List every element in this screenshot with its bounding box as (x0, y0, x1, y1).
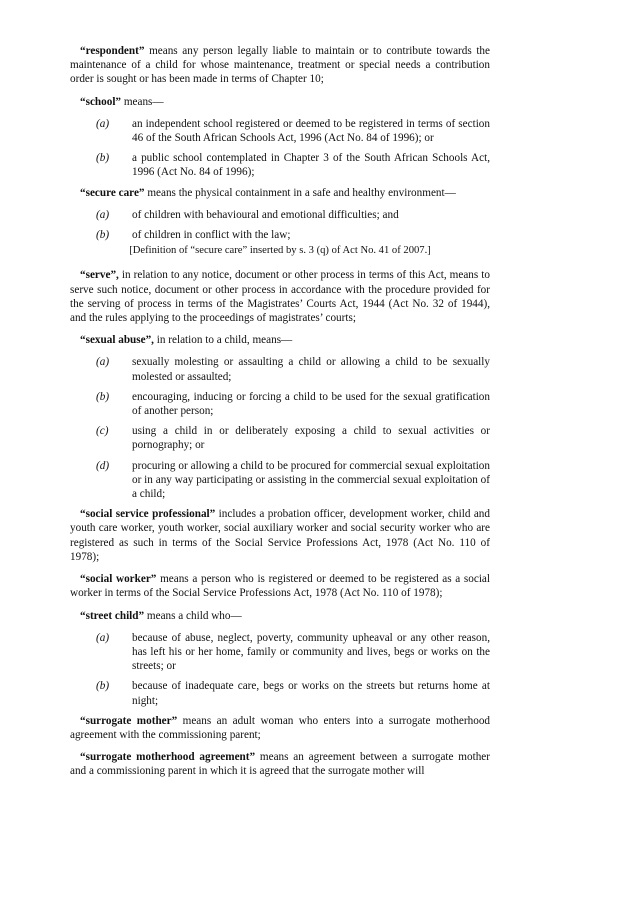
definition-street-child (70, 609, 490, 623)
item-label: (b) (96, 229, 110, 242)
item-label: (a) (96, 208, 110, 221)
definition-text: means the physical containment in a safe and healthy environment— (144, 186, 456, 199)
term: “surrogate motherhood agreement” (80, 751, 256, 764)
list-item (70, 679, 490, 707)
list-item (70, 208, 490, 222)
term: “sexual abuse”, (80, 334, 154, 347)
item-label: (b) (96, 680, 110, 693)
item-text: of children with behavioural and emotional difficulties; and (132, 208, 399, 221)
term: “serve”, (80, 269, 119, 282)
term: “social service professional” (80, 508, 216, 521)
item-label: (b) (96, 152, 110, 165)
definition-text: means an agreement between a surrogate mother and a commissioning parent in which it is agreed that the surrogate mother will (70, 751, 490, 778)
term: “secure care” (80, 186, 145, 199)
definition-text: means an adult woman who enters into a surrogate motherhood agreement with the commissioning parent; (70, 714, 491, 741)
definition-respondent (70, 44, 490, 87)
definition-secure-care (70, 186, 490, 200)
list-item (70, 631, 490, 674)
definition-school (70, 95, 490, 109)
list-item (70, 424, 490, 452)
list-item (70, 355, 490, 383)
definition-text: in relation to a child, means— (153, 334, 293, 347)
item-text: sexually molesting or assaulting a child or allowing a child to be sexually molested or assaulted; (132, 356, 490, 383)
definition-serve (70, 268, 490, 325)
document-page (70, 44, 490, 787)
term: “school” (80, 95, 122, 108)
item-label: (a) (96, 356, 110, 369)
definition-text: means— (121, 95, 164, 108)
term: “surrogate mother” (80, 714, 178, 727)
definition-text: means a child who— (144, 609, 242, 622)
item-text: of children in conflict with the law; (132, 229, 291, 242)
item-label: (b) (96, 390, 110, 403)
definition-surrogate-motherhood-agreement (70, 750, 490, 778)
term: “social worker” (80, 573, 157, 586)
definition-surrogate-mother (70, 714, 490, 742)
item-text: a public school contemplated in Chapter 3 of the South African Schools Act, 1996 (Act No. 84 of 1996); (132, 152, 490, 179)
item-text: encouraging, inducing or forcing a child to be used for the sexual gratification of another person; (132, 390, 490, 418)
amendment-note: [Definition of “secure care” inserted by s. 3 (q) of Act No. 41 of 2007.] (129, 245, 431, 257)
definition-text: in relation to any notice, document or other process in terms of this Act, means to serve such notice, document or other process in accordance with the procedure provided for the serving of process in terms of the Magistrates’ Courts Act, 1944 (Act No. 32 of 1944), and the rules applying to the proceedings of magistrates’ courts; (70, 269, 490, 325)
item-text: because of inadequate care, begs or works on the streets but returns home at night; (132, 680, 490, 707)
list-item (70, 117, 490, 145)
item-text: because of abuse, neglect, poverty, community upheaval or any other reason, has left his or her home, family or community and lives, begs or works on the streets; or (132, 631, 490, 673)
definition-text: includes a probation officer, development worker, child and youth care worker, youth worker, social auxiliary worker and social security worker who are registered as such in terms of the Social Service Professions Act, 1978 (Act No. 110 of 1978); (70, 508, 490, 563)
list-item (70, 459, 490, 502)
definition-sexual-abuse (70, 333, 490, 347)
definition-text: means any person legally liable to maintain or to contribute towards the maintenance of a child for whose maintenance, treatment or special needs a contribution order is sought or has been made in terms of Chapter 10; (70, 45, 490, 86)
item-label: (a) (96, 117, 110, 130)
term: “street child” (80, 609, 145, 622)
term: “respondent” (80, 45, 145, 57)
list-item (70, 228, 490, 242)
item-text: procuring or allowing a child to be procured for commercial sexual exploitation or in any way participating or assisting in the commercial sexual exploitation of a child; (132, 459, 490, 501)
item-text: an independent school registered or deemed to be registered in terms of section 46 of the South African Schools Act, 1996 (Act No. 84 of 1996); or (132, 117, 490, 145)
definition-text: means a person who is registered or deemed to be registered as a social worker in terms of the Social Service Professions Act, 1978 (Act No. 110 of 1978); (70, 573, 491, 600)
item-text: using a child in or deliberately exposing a child to sexual activities or pornography; or (132, 425, 490, 452)
definition-social-worker (70, 572, 490, 600)
item-label: (d) (96, 459, 110, 472)
item-label: (a) (96, 631, 110, 644)
list-item (70, 390, 490, 418)
item-label: (c) (96, 425, 109, 438)
list-item (70, 151, 490, 179)
definition-social-service-professional (70, 507, 490, 564)
